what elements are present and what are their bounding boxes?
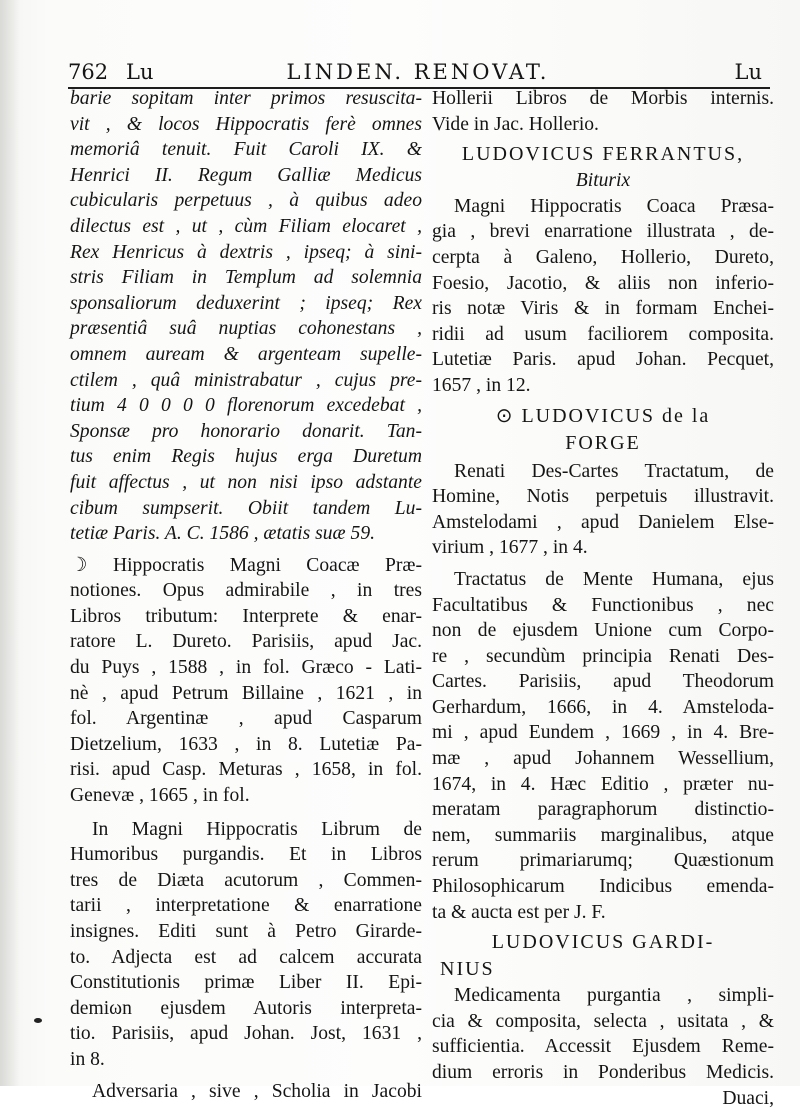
text-line: non de ejusdem Unione cum Corpo- <box>432 620 774 642</box>
header-left-word: Lu <box>126 60 154 84</box>
text-line: Humoribus purgandis. Et in Libros <box>70 844 422 866</box>
duretus-biography-continued <box>70 86 422 547</box>
text-line: meratam paragraphorum distinctio- <box>432 799 774 821</box>
author-heading-gardinius <box>432 929 774 983</box>
text-line: fuit affectus , ut non nisi ipso adstante <box>70 471 422 493</box>
text-line: dilectus est , ut , cùm Filiam elocaret , <box>70 215 422 237</box>
text-line: ridii ad usum faciliorem composita. <box>432 323 774 345</box>
text-line: tium 4 0 0 0 0 florenorum excedebat , <box>70 395 422 417</box>
text-line: fol. Argentinæ , apud Casparum <box>70 708 422 730</box>
text-line: sponsaliorum deduxerint ; ipseq; Rex <box>70 292 422 314</box>
text-line: 1674, in 4. Hæc Editio , præter nu- <box>432 773 774 795</box>
text-line: cerpta à Galeno, Hollerio, Dureto, <box>432 246 774 268</box>
text-line: Lutetiæ Paris. apud Johan. Pecquet, <box>432 349 774 371</box>
author-heading-gardinius-line2: NIUS <box>440 958 495 981</box>
text-line: dium erroris in Ponderibus Medicis. <box>432 1062 774 1083</box>
text-line: notiones. Opus admirabile , in tres <box>70 580 422 602</box>
text-line: Cartes. Parisiis, apud Theodorum <box>432 671 774 693</box>
entry-medicamenta-purgantia <box>432 983 774 1111</box>
text-line: ta & aucta est per J. F. <box>432 901 606 923</box>
text-line: cia & composita, selecta , usitata , & <box>432 1010 774 1032</box>
header-title: LINDEN. RENOVAT. <box>286 60 550 84</box>
text-line: mæ , apud Johannem Wessellium, <box>432 748 774 770</box>
text-line: nè , apud Petrum Billaine , 1621 , in <box>70 682 422 704</box>
text-line: re , secundùm principia Renati Des- <box>432 645 774 667</box>
entry-de-homine <box>432 459 774 561</box>
hollerius-continued <box>432 86 774 137</box>
text-line: to. Adjecta est ad calcem accurata <box>70 946 422 968</box>
text-line: Renati Des-Cartes Tractatum, de <box>454 460 774 482</box>
text-line: Foesio, Jacotio, & aliis non inferio- <box>432 272 774 294</box>
text-line: vit , & locos Hippocratis ferè omnes <box>70 113 422 135</box>
text-line: risi. apud Casp. Meturas , 1658, in fol. <box>70 759 422 781</box>
text-line: Amstelodami , apud Danielem Else- <box>432 511 774 533</box>
text-line: tres de Diæta acutorum , Commen- <box>70 869 422 891</box>
text-line: insignes. Editi sunt à Petro Girarde- <box>70 921 422 942</box>
ink-blot <box>34 1018 42 1023</box>
text-line: ctilem , quâ ministrabatur , cujus pre- <box>70 369 422 391</box>
text-line: omnem auream & argenteam supelle- <box>70 343 422 365</box>
text-line: Medicamenta purgantia , simpli- <box>454 985 774 1007</box>
text-line: tio. Parisiis, apud Johan. Jost, 1631 , <box>70 1023 422 1045</box>
text-line: stris Filiam in Templum ad solemnia <box>70 267 422 289</box>
author-origin-biturix: Biturix <box>575 170 631 192</box>
text-line: præsentiâ suâ nuptias cohonestans , <box>70 318 422 340</box>
author-heading-ferrantus: LUDOVICUS FERRANTUS, <box>461 143 745 166</box>
entry-adversaria <box>70 1079 422 1105</box>
text-line: sufficientia. Accessit Ejusdem Reme- <box>432 1036 774 1058</box>
text-line: Libros tributum: Interprete & enar- <box>70 605 422 627</box>
text-line: memoriâ tenuit. Fuit Caroli IX. & <box>70 139 422 161</box>
author-heading-forge <box>432 403 774 457</box>
text-line: Dietzelium, 1633 , in 8. Lutetiæ Pa- <box>70 733 422 755</box>
text-line: Vide in Jac. Hollerio. <box>432 113 599 135</box>
catchword: Duaci, <box>722 1087 774 1109</box>
text-line: ris notæ Viris & in formam Enchei- <box>432 298 774 320</box>
author-heading-gardinius-line1: LUDOVICUS GARDI- <box>491 931 715 954</box>
entry-de-humoribus <box>70 817 422 1073</box>
text-line: gia , brevi enarratione illustrata , de- <box>432 221 774 243</box>
text-line: Adversaria , sive , Scholia in Jacobi <box>92 1080 422 1102</box>
text-line: cubicularis perpetuus , à quibus adeo <box>70 190 422 212</box>
entry-de-mente-humana <box>432 567 774 925</box>
text-line: Homine, Notis perpetuis illustravit. <box>432 486 774 508</box>
text-line: Hollerii Libros de Morbis internis. <box>432 88 774 109</box>
text-line: demiωn ejusdem Autoris interpreta- <box>70 997 422 1019</box>
text-line: Genevæ , 1665 , in fol. <box>70 785 250 807</box>
text-line: du Puys , 1588 , in fol. Græco - Lati- <box>70 657 422 679</box>
text-line: Tractatus de Mente Humana, ejus <box>454 568 774 590</box>
running-header <box>68 54 768 84</box>
text-line: Henrici II. Regum Galliæ Medicus <box>70 164 422 186</box>
text-line: tetiæ Paris. A. C. 1586 , ætatis suæ 59. <box>70 523 376 545</box>
author-heading-forge-line1: ⊙ LUDOVICUS de la <box>495 404 711 427</box>
text-line: In Magni Hippocratis Librum de <box>92 818 422 840</box>
text-line: rerum primariarumq; Quæstionum <box>432 850 774 872</box>
author-heading-forge-line2: FORGE <box>565 431 641 454</box>
text-line: ratore L. Dureto. Parisiis, apud Jac. <box>70 631 422 653</box>
text-line: nem, summariis marginalibus, atque <box>432 824 774 846</box>
text-line: Facultatibus & Functionibus , nec <box>432 594 774 616</box>
text-line: tarii , interpretatione & enarratione <box>70 895 422 917</box>
text-line: Constitutionis primæ Liber II. Epi- <box>70 972 422 994</box>
text-line: tus enim Regis hujus erga Duretum <box>70 446 422 468</box>
text-line: mi , apud Eundem , 1669 , in 4. Bre- <box>432 722 774 744</box>
text-line: Magni Hippocratis Coaca Præsa- <box>454 195 774 217</box>
header-right-word: Lu <box>734 60 762 84</box>
text-line: Gerhardum, 1666, in 4. Amstelodа- <box>432 696 774 718</box>
text-line: Sponsæ pro honorario donarit. Tan- <box>70 420 422 442</box>
entry-coacae-praenotiones <box>70 553 422 809</box>
right-column <box>432 86 774 1111</box>
text-line: barie sopitam inter primos resuscita- <box>70 88 422 109</box>
text-line: 1657 , in 12. <box>432 374 531 396</box>
text-line: in 8. <box>70 1048 105 1070</box>
text-line: virium , 1677 , in 4. <box>432 537 588 559</box>
left-column <box>70 86 422 1104</box>
page-number: 762 <box>68 60 109 84</box>
text-line: cibum sumpserit. Obiit tandem Lu- <box>70 497 422 519</box>
page-edge-shadow <box>0 0 20 1086</box>
text-line: Philosophicarum Indicibus emenda- <box>432 876 774 898</box>
text-line: ☽ Hippocratis Magni Coacæ Præ- <box>70 554 422 576</box>
text-line: Rex Henricus à dextris , ipseq; à sini- <box>70 241 422 263</box>
entry-coaca-praesagia <box>432 194 774 399</box>
